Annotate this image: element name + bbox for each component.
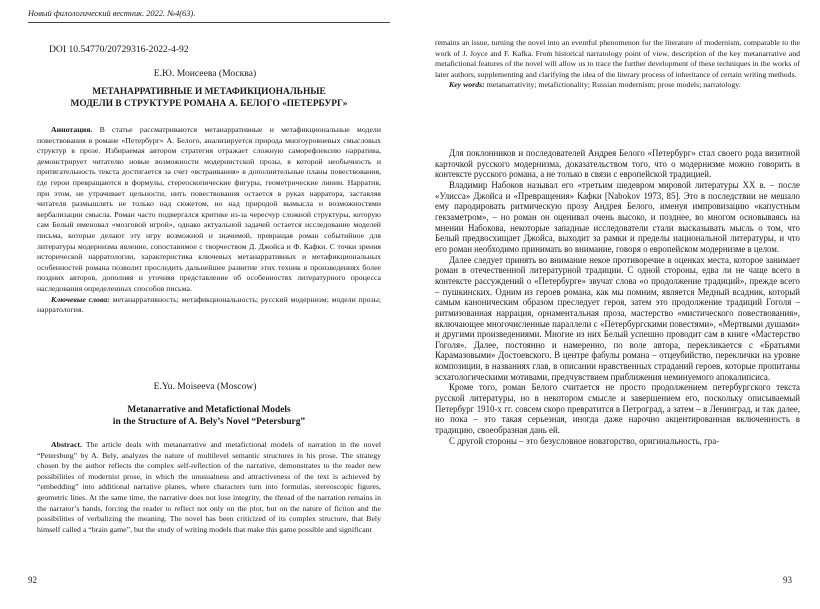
title-ru	[28, 86, 390, 110]
body-paragraph: Владимир Набоков называл его «третьим шедевром мировой литературы XX в. – после «Улисса» Джойса и «Превращения» Кафки [Nabokov 1973, 85]. Это в последствии не мешало ему пародировать ритмическую прозу Андрея Белого, именуя импровизацию «капустным гекзаметром», – но роман он оценивал очень высоко, и позднее, во многом основываясь на мнении Набокова, некоторые западные исследователи стали высказывать мысль о том, что Белый предвосхищает Джойса, выходит за рамки и пределы национальной литературы, и что его роман необходимо принимать во внимание, говоря о европейском модернизме в целом.	[435, 179, 800, 254]
page-number-left: 92	[28, 575, 37, 585]
header-divider	[28, 22, 390, 23]
body-paragraph: Для поклонников и последователей Андрея Белого «Петербург» стал своего рода визитной карточкой русского модернизма, доказательством того, что о модернизме можно говорить в контексте русского романа, а не только в связи с европейской традицией.	[435, 148, 800, 180]
keywords-en-label: Key words:	[449, 80, 485, 90]
abstract-en-continued	[435, 38, 800, 91]
body-paragraph: Далее следует принять во внимание некое противоречие в оценках места, которое занимает роман в отечественной литературной традиции. С одной стороны, едва ли не чаще всего в контексте рассуждений о «Петербурге» звучат слова «о продолжение традиций», прежде всего – пушкинских. Одним из героев романа, как мы помним, является Медный всадник, который самым каноническим образом преследует героя, затем это продолжение традиций Гоголя – ритмизованная наррация, орнаментальная проза, мастерство «мистического повествования», включающее многочисленные параллели с «Петербургскими повестями», «Мертвыми душами» и другими произведениями. Многие из них Белый успешно проводит сам в книге «Мастерство Гоголя». Далее, постоянно и намеренно, по воле автора, перекликается с «Братьями Карамазовыми» Достоевского. В центре фабулы романа – отцеубийство, переклички на уровне композиции, в названиях глав, в описании нравственных страданий героев, которые пропитаны эсхатологическими мотивами, предчувствием приближения неминуемого апокалипсиса.	[435, 254, 800, 382]
abstract-ru-text: В статье рассматриваются метанарративные и метафикциональные модели повествования в романе «Петербург» А. Белого, анализируется природа многоуровневых смысловых структур в прозе. Избираемая автором стратегия отражает сложную саморефлексию нарратива, демонстрирует читателю новые возможности модернистской прозы, в которой необычность и притягательность текста достигается за счет «встраивания» в дополнительные планы повествования, где герои превращаются в формулы, стереоскопические фигуры, геометрические линии. Нарратив, при этом, не утрачивает цельности, нить повествования остается в руках нарратора, заставляя читателя размышлять не только над сюжетом, но над природой вымысла и возможностями вербализации смысла. Роман часто подвергался критике из-за чересчур сложной структуры, которую сам Белый именовал «мозговой игрой», однако актуальной задачей остается исследование моделей письма, которые делают эту игру возможной и значимой, превращая роман событийное для литературы модернизма явление, сопоставимое с творчеством Д. Джойса и Ф. Кафки. С точки зрения исторической нарратологии, характеристика ключевых метанарративных и метафикциональных особенностей романа позволит проследить дальнейшее развитие этих техник в произведениях более поздних авторов, дополняя и уточняя представление об особенностях литературного процесса наследования определенных способов письма.	[37, 125, 381, 293]
abstract-en-text: The article deals with metanarrative and metafictional models of narration in the novel “Petersburg” by A. Bely, analyzes the nature of multilevel semantic structures in his prose. The strategy chosen by the author reflects the complex self-reflection of the narrative, demonstrates to the reader new possibilities of modernist prose, in which the unusualness and attractiveness of the text is achieved by “embedding” into additional narrative planes, where characters turn into formulas, stereoscopic figures, geometric lines. At the same time, the narrative does not lose integrity, the thread of the narration remains in the narrator’s hands, forcing the reader to reflect not only on the plot, but on the nature of fiction and the possibilities of verbalizing the meaning. The novel has been criticized of its complex structure, that Bely himself called a “brain game”, but the study of writing models that make this game possible and significant	[37, 440, 381, 534]
right-page	[410, 0, 820, 609]
body-text	[435, 148, 800, 446]
body-paragraph: Кроме того, роман Белого считается не просто продолжением петербургского текста русской литературы, но в некотором смысле и завершением его, поскольку описываемый Петербург 1910-х гг. совсем скоро превратится в Петроград, а затем – в Ленинград, и так далее, но пока – это такая серьезная, иногда даже нарочно акцентированная включенность в традицию, своеобразная дань ей.	[435, 382, 800, 436]
title-en-line1: Metanarrative and Metafictional Models	[127, 405, 291, 415]
keywords-ru-text: метанарративность; метафикциональность; русский модернизм; модели прозы; нарратология.	[37, 294, 381, 315]
author-ru: Е.Ю. Моисеева (Москва)	[153, 68, 257, 79]
abstract-en	[37, 440, 381, 535]
keywords-en-text: metanarrativity; metafictionality; Russian modernism; prose models; narratology.	[486, 80, 741, 90]
author-en: E.Yu. Moiseeva (Moscow)	[153, 381, 257, 392]
journal-header: Новый филологический вестник. 2022. №4(63).	[28, 9, 196, 18]
body-paragraph: С другой стороны – это безусловное новаторство, оригинальность, гра-	[449, 435, 720, 446]
page-number-right: 93	[783, 575, 792, 585]
abstract-en-continued-text: remains an issue, turning the novel into an eventful phenomenon for the literature of modernism, comparable to the work of J. Joyce and F. Kafka. From historical narratology point of view, description of the key metanarrative and metafictional features of the novel will allow us to trace the further development of these techniques in the works of later authors, supplementing and clarifying the idea of the literary process of inheritance of certain writing methods.	[435, 38, 800, 79]
doi-line: DOI 10.54770/20729316-2022-4-92	[49, 44, 189, 55]
abstract-ru	[37, 125, 381, 316]
title-ru-line1: МЕТАНАРРАТИВНЫЕ И МЕТАФИКЦИОНАЛЬНЫЕ	[92, 87, 326, 97]
abstract-ru-label: Аннотация.	[51, 125, 93, 134]
title-en-line2: in the Structure of A. Bely’s Novel “Petersburg”	[112, 417, 306, 427]
keywords-ru-label: Ключевые слова:	[51, 294, 110, 304]
title-en	[28, 404, 390, 428]
title-ru-line2: МОДЕЛИ В СТРУКТУРЕ РОМАНА А. БЕЛОГО «ПЕТЕРБУРГ»	[70, 99, 348, 109]
abstract-en-label: Abstract.	[51, 440, 82, 449]
